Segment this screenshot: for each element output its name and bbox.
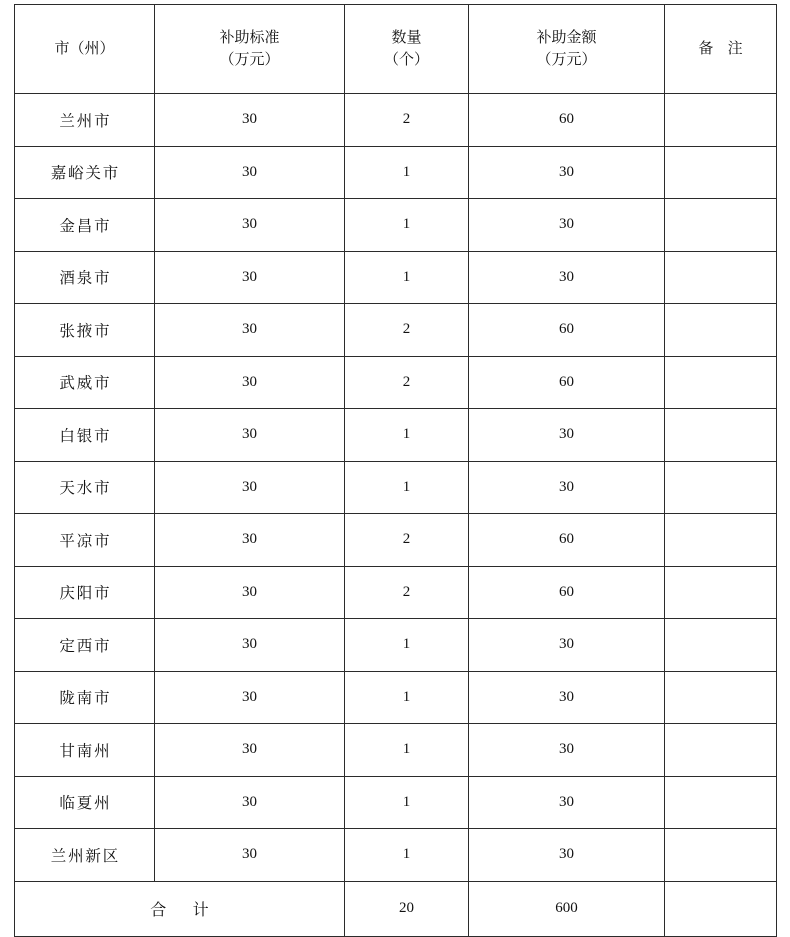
- cell-quantity: 1: [345, 199, 469, 252]
- table-body: [15, 94, 777, 937]
- table-row: [15, 146, 777, 199]
- cell-note: [665, 199, 777, 252]
- cell-note: [665, 356, 777, 409]
- total-quantity: 20: [345, 881, 469, 936]
- cell-standard: 30: [155, 829, 345, 882]
- table-row: [15, 409, 777, 462]
- cell-amount: 30: [469, 461, 665, 514]
- header-note-label: 备 注: [698, 40, 748, 57]
- header-quantity: [345, 5, 469, 94]
- cell-standard: 30: [155, 94, 345, 147]
- cell-standard: 30: [155, 724, 345, 777]
- cell-note: [665, 566, 777, 619]
- header-quantity-line2: （个）: [383, 52, 429, 68]
- cell-quantity: 1: [345, 671, 469, 724]
- header-row: [15, 5, 777, 94]
- cell-note: [665, 94, 777, 147]
- table-row: [15, 776, 777, 829]
- cell-quantity: 1: [345, 619, 469, 672]
- cell-standard: 30: [155, 146, 345, 199]
- cell-standard: 30: [155, 776, 345, 829]
- cell-quantity: 1: [345, 724, 469, 777]
- cell-note: [665, 619, 777, 672]
- cell-city: 定西市: [15, 619, 155, 672]
- cell-city: 天水市: [15, 461, 155, 514]
- cell-city: 白银市: [15, 409, 155, 462]
- cell-city: 甘南州: [15, 724, 155, 777]
- cell-amount: 30: [469, 199, 665, 252]
- cell-amount: 30: [469, 829, 665, 882]
- cell-amount: 60: [469, 566, 665, 619]
- cell-quantity: 1: [345, 409, 469, 462]
- cell-standard: 30: [155, 251, 345, 304]
- cell-standard: 30: [155, 304, 345, 357]
- header-amount-line2: （万元）: [536, 52, 597, 68]
- header-standard: [155, 5, 345, 94]
- header-amount: [469, 5, 665, 94]
- cell-city: 金昌市: [15, 199, 155, 252]
- cell-quantity: 2: [345, 514, 469, 567]
- cell-amount: 30: [469, 251, 665, 304]
- cell-standard: 30: [155, 461, 345, 514]
- cell-city: 兰州新区: [15, 829, 155, 882]
- table-row: [15, 514, 777, 567]
- cell-quantity: 1: [345, 829, 469, 882]
- cell-note: [665, 776, 777, 829]
- cell-quantity: 1: [345, 776, 469, 829]
- cell-city: 庆阳市: [15, 566, 155, 619]
- cell-note: [665, 514, 777, 567]
- cell-quantity: 2: [345, 94, 469, 147]
- cell-amount: 30: [469, 146, 665, 199]
- table-row: [15, 619, 777, 672]
- cell-amount: 30: [469, 724, 665, 777]
- cell-quantity: 2: [345, 566, 469, 619]
- table-row: [15, 461, 777, 514]
- cell-standard: 30: [155, 566, 345, 619]
- table-row: [15, 251, 777, 304]
- cell-amount: 60: [469, 356, 665, 409]
- cell-city: 嘉峪关市: [15, 146, 155, 199]
- cell-city: 临夏州: [15, 776, 155, 829]
- cell-quantity: 1: [345, 146, 469, 199]
- cell-amount: 30: [469, 619, 665, 672]
- table-row: [15, 671, 777, 724]
- cell-note: [665, 409, 777, 462]
- cell-note: [665, 146, 777, 199]
- cell-amount: 30: [469, 409, 665, 462]
- cell-note: [665, 829, 777, 882]
- cell-amount: 60: [469, 94, 665, 147]
- cell-quantity: 1: [345, 251, 469, 304]
- table-row: [15, 566, 777, 619]
- cell-quantity: 1: [345, 461, 469, 514]
- header-standard-line2: （万元）: [219, 52, 280, 68]
- cell-standard: 30: [155, 514, 345, 567]
- total-label: 合 计: [15, 881, 345, 936]
- header-standard-line1: 补助标准: [219, 29, 280, 46]
- cell-city: 兰州市: [15, 94, 155, 147]
- table-row: [15, 829, 777, 882]
- table-header: [15, 5, 777, 94]
- table-row: [15, 94, 777, 147]
- cell-amount: 60: [469, 304, 665, 357]
- cell-standard: 30: [155, 356, 345, 409]
- total-amount: 600: [469, 881, 665, 936]
- cell-city: 酒泉市: [15, 251, 155, 304]
- header-quantity-line1: 数量: [391, 29, 422, 46]
- cell-note: [665, 251, 777, 304]
- table-row: [15, 724, 777, 777]
- cell-amount: 30: [469, 671, 665, 724]
- cell-standard: 30: [155, 199, 345, 252]
- cell-standard: 30: [155, 671, 345, 724]
- table-row: [15, 199, 777, 252]
- header-city: [15, 5, 155, 94]
- cell-city: 武威市: [15, 356, 155, 409]
- cell-note: [665, 724, 777, 777]
- subsidy-table: [14, 4, 777, 937]
- cell-quantity: 2: [345, 356, 469, 409]
- table-row: [15, 304, 777, 357]
- cell-amount: 30: [469, 776, 665, 829]
- cell-standard: 30: [155, 619, 345, 672]
- cell-city: 张掖市: [15, 304, 155, 357]
- cell-amount: 60: [469, 514, 665, 567]
- header-amount-line1: 补助金额: [536, 29, 597, 46]
- cell-standard: 30: [155, 409, 345, 462]
- cell-note: [665, 461, 777, 514]
- cell-note: [665, 304, 777, 357]
- header-note: [665, 5, 777, 94]
- cell-note: [665, 671, 777, 724]
- cell-city: 陇南市: [15, 671, 155, 724]
- header-city-label: 市（州）: [54, 40, 115, 57]
- cell-quantity: 2: [345, 304, 469, 357]
- cell-city: 平凉市: [15, 514, 155, 567]
- table-row: [15, 356, 777, 409]
